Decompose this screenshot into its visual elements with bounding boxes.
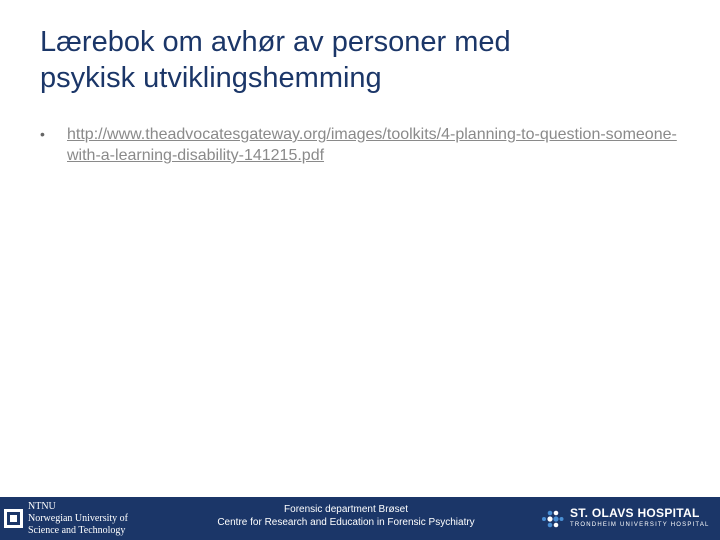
- st-olavs-name: ST. OLAVS HOSPITAL: [570, 506, 700, 520]
- footer-bar: [0, 497, 720, 540]
- slide-title-line2: psykisk utviklingshemming: [40, 62, 382, 94]
- ntnu-line2: Norwegian University of: [28, 513, 128, 524]
- ntnu-line3: Science and Technology: [28, 525, 126, 536]
- st-olavs-branding: [540, 506, 716, 534]
- ntnu-logo-icon: [4, 509, 23, 528]
- bullet-list: [40, 124, 680, 166]
- pdf-link[interactable]: http://www.theadvocatesgateway.org/images/toolkits/4-planning-to-question-someone-with-a-learning-disability-141215.pdf: [67, 126, 677, 164]
- forensic-department-text: [196, 503, 496, 529]
- forensic-line2: Centre for Research and Education in Forensic Psychiatry: [217, 517, 475, 528]
- bullet-icon: •: [40, 126, 45, 142]
- st-olavs-subtitle: TRONDHEIM UNIVERSITY HOSPITAL: [570, 522, 710, 528]
- ntnu-line1: NTNU: [28, 501, 56, 512]
- st-olavs-logo-icon: [540, 507, 564, 531]
- slide-title: [40, 24, 680, 96]
- slide-title-line1: Lærebok om avhør av personer med: [40, 26, 511, 58]
- ntnu-branding: [4, 500, 164, 538]
- ntnu-text: [28, 501, 128, 537]
- bullet-item: [40, 124, 680, 166]
- forensic-line1: Forensic department Brøset: [284, 504, 408, 515]
